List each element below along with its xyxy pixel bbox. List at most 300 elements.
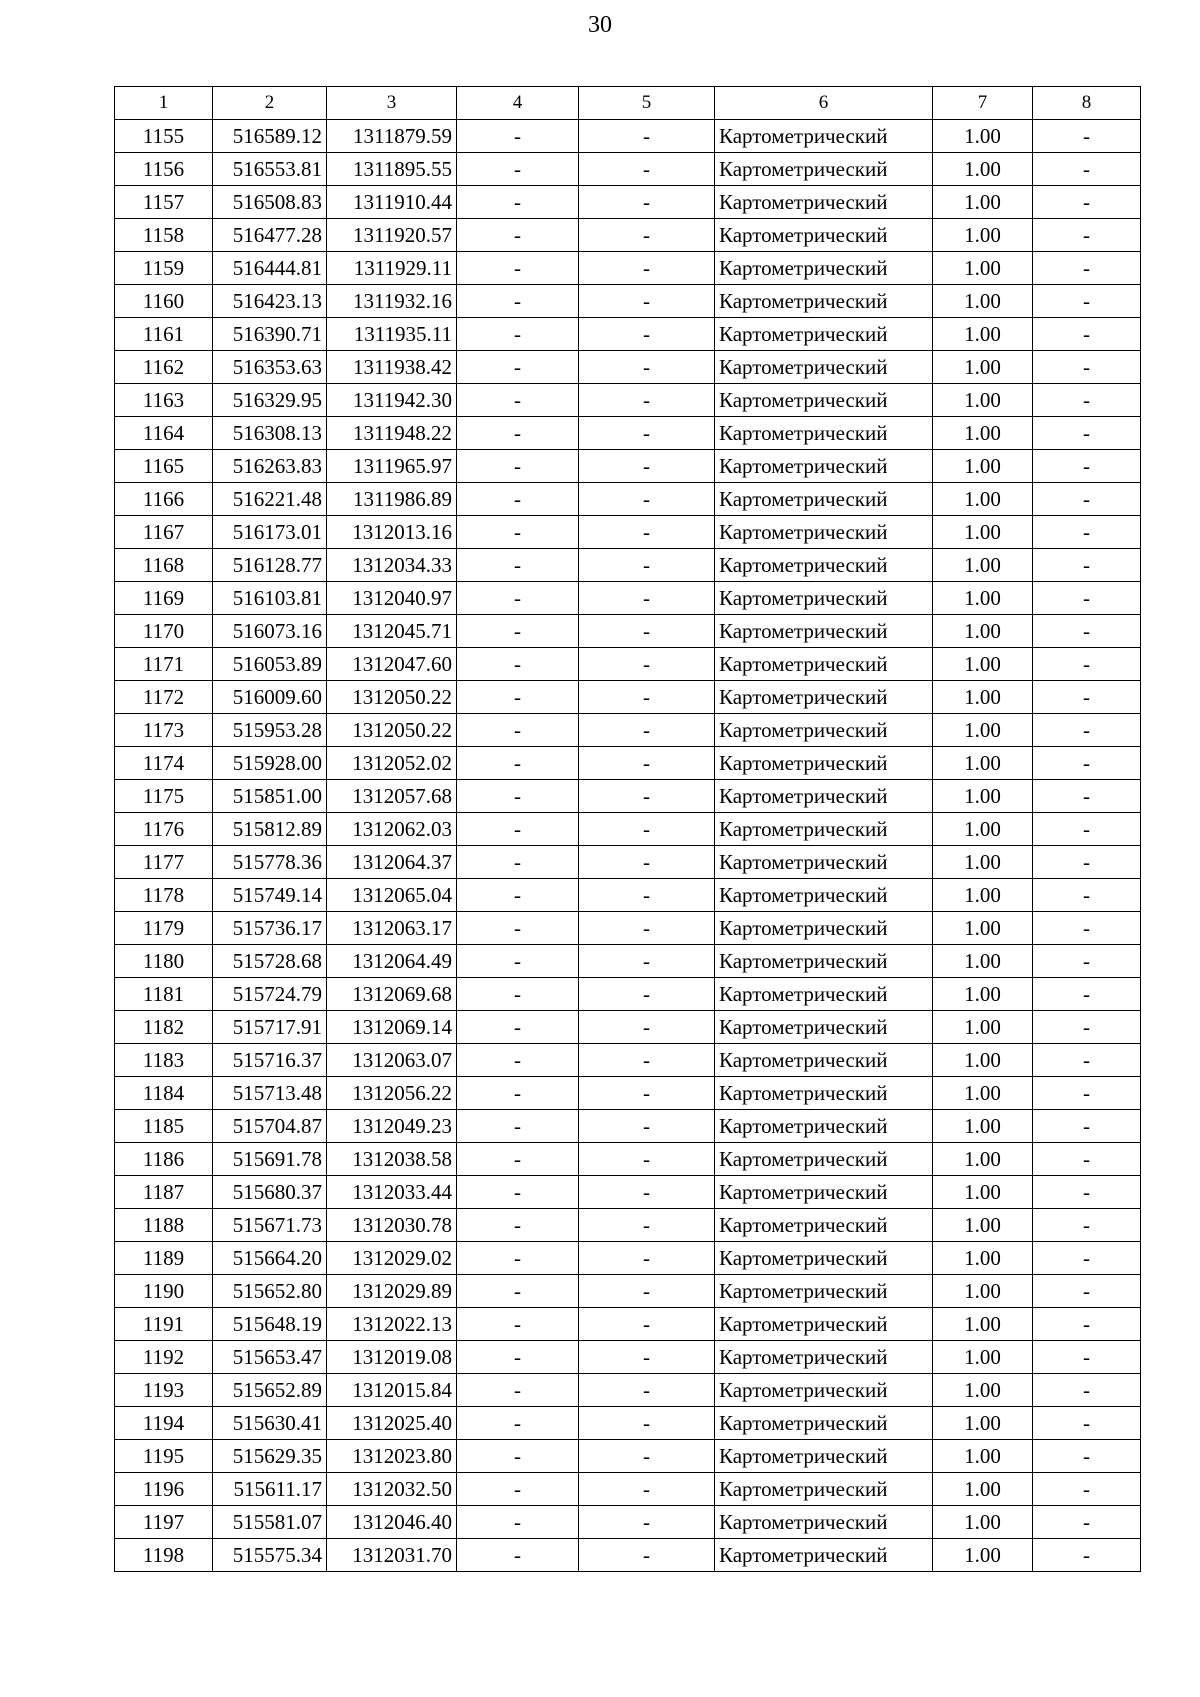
column-4-cell: - — [457, 1308, 579, 1341]
x-coordinate-cell: 515664.20 — [213, 1242, 327, 1275]
accuracy-cell: 1.00 — [933, 516, 1033, 549]
column-4-cell: - — [457, 648, 579, 681]
y-coordinate-cell: 1311932.16 — [327, 285, 457, 318]
accuracy-cell: 1.00 — [933, 351, 1033, 384]
column-header-5: 5 — [579, 87, 715, 120]
column-4-cell: - — [457, 252, 579, 285]
column-5-cell: - — [579, 747, 715, 780]
column-4-cell: - — [457, 1077, 579, 1110]
accuracy-cell: 1.00 — [933, 417, 1033, 450]
column-5-cell: - — [579, 516, 715, 549]
column-4-cell: - — [457, 945, 579, 978]
method-cell: Картометрический — [715, 1077, 933, 1110]
table-row — [115, 846, 1141, 879]
column-8-cell: - — [1033, 1440, 1141, 1473]
column-5-cell: - — [579, 780, 715, 813]
x-coordinate-cell: 516353.63 — [213, 351, 327, 384]
method-cell: Картометрический — [715, 318, 933, 351]
accuracy-cell: 1.00 — [933, 945, 1033, 978]
table-row — [115, 1275, 1141, 1308]
y-coordinate-cell: 1312022.13 — [327, 1308, 457, 1341]
table-row — [115, 615, 1141, 648]
method-cell: Картометрический — [715, 1308, 933, 1341]
y-coordinate-cell: 1311935.11 — [327, 318, 457, 351]
column-header-2: 2 — [213, 87, 327, 120]
x-coordinate-cell: 515851.00 — [213, 780, 327, 813]
accuracy-cell: 1.00 — [933, 1143, 1033, 1176]
column-4-cell: - — [457, 120, 579, 153]
method-cell: Картометрический — [715, 516, 933, 549]
y-coordinate-cell: 1312069.68 — [327, 978, 457, 1011]
table-row — [115, 1374, 1141, 1407]
column-5-cell: - — [579, 1242, 715, 1275]
point-number-cell: 1156 — [115, 153, 213, 186]
column-4-cell: - — [457, 780, 579, 813]
point-number-cell: 1187 — [115, 1176, 213, 1209]
y-coordinate-cell: 1312045.71 — [327, 615, 457, 648]
point-number-cell: 1195 — [115, 1440, 213, 1473]
column-4-cell: - — [457, 219, 579, 252]
x-coordinate-cell: 516128.77 — [213, 549, 327, 582]
column-8-cell: - — [1033, 846, 1141, 879]
table-row — [115, 1143, 1141, 1176]
accuracy-cell: 1.00 — [933, 1110, 1033, 1143]
x-coordinate-cell: 515716.37 — [213, 1044, 327, 1077]
point-number-cell: 1198 — [115, 1539, 213, 1572]
column-5-cell: - — [579, 681, 715, 714]
point-number-cell: 1163 — [115, 384, 213, 417]
column-4-cell: - — [457, 1473, 579, 1506]
x-coordinate-cell: 516423.13 — [213, 285, 327, 318]
y-coordinate-cell: 1312063.17 — [327, 912, 457, 945]
table-row — [115, 417, 1141, 450]
column-8-cell: - — [1033, 1275, 1141, 1308]
point-number-cell: 1177 — [115, 846, 213, 879]
accuracy-cell: 1.00 — [933, 615, 1033, 648]
column-5-cell: - — [579, 1176, 715, 1209]
page-number: 30 — [588, 12, 612, 38]
column-5-cell: - — [579, 252, 715, 285]
x-coordinate-cell: 515629.35 — [213, 1440, 327, 1473]
point-number-cell: 1180 — [115, 945, 213, 978]
point-number-cell: 1184 — [115, 1077, 213, 1110]
accuracy-cell: 1.00 — [933, 813, 1033, 846]
method-cell: Картометрический — [715, 615, 933, 648]
column-4-cell: - — [457, 1110, 579, 1143]
method-cell: Картометрический — [715, 813, 933, 846]
table-row — [115, 945, 1141, 978]
method-cell: Картометрический — [715, 912, 933, 945]
column-5-cell: - — [579, 879, 715, 912]
column-5-cell: - — [579, 1473, 715, 1506]
column-5-cell: - — [579, 648, 715, 681]
column-8-cell: - — [1033, 1242, 1141, 1275]
method-cell: Картометрический — [715, 1506, 933, 1539]
column-8-cell: - — [1033, 153, 1141, 186]
column-5-cell: - — [579, 813, 715, 846]
table-row — [115, 285, 1141, 318]
column-8-cell: - — [1033, 549, 1141, 582]
method-cell: Картометрический — [715, 1407, 933, 1440]
table-row — [115, 1011, 1141, 1044]
point-number-cell: 1175 — [115, 780, 213, 813]
column-8-cell: - — [1033, 1407, 1141, 1440]
point-number-cell: 1179 — [115, 912, 213, 945]
column-5-cell: - — [579, 945, 715, 978]
method-cell: Картометрический — [715, 582, 933, 615]
point-number-cell: 1158 — [115, 219, 213, 252]
accuracy-cell: 1.00 — [933, 648, 1033, 681]
column-8-cell: - — [1033, 1374, 1141, 1407]
x-coordinate-cell: 515749.14 — [213, 879, 327, 912]
point-number-cell: 1188 — [115, 1209, 213, 1242]
column-5-cell: - — [579, 1440, 715, 1473]
point-number-cell: 1189 — [115, 1242, 213, 1275]
column-4-cell: - — [457, 1176, 579, 1209]
y-coordinate-cell: 1311942.30 — [327, 384, 457, 417]
accuracy-cell: 1.00 — [933, 384, 1033, 417]
accuracy-cell: 1.00 — [933, 1308, 1033, 1341]
method-cell: Картометрический — [715, 945, 933, 978]
column-5-cell: - — [579, 1374, 715, 1407]
column-4-cell: - — [457, 1341, 579, 1374]
column-8-cell: - — [1033, 1308, 1141, 1341]
x-coordinate-cell: 515648.19 — [213, 1308, 327, 1341]
table-row — [115, 186, 1141, 219]
table-row — [115, 912, 1141, 945]
column-5-cell: - — [579, 714, 715, 747]
column-4-cell: - — [457, 879, 579, 912]
x-coordinate-cell: 516263.83 — [213, 450, 327, 483]
accuracy-cell: 1.00 — [933, 714, 1033, 747]
accuracy-cell: 1.00 — [933, 252, 1033, 285]
accuracy-cell: 1.00 — [933, 285, 1033, 318]
table-row — [115, 648, 1141, 681]
x-coordinate-cell: 515928.00 — [213, 747, 327, 780]
column-4-cell: - — [457, 714, 579, 747]
x-coordinate-cell: 515778.36 — [213, 846, 327, 879]
column-8-cell: - — [1033, 1539, 1141, 1572]
method-cell: Картометрический — [715, 384, 933, 417]
point-number-cell: 1194 — [115, 1407, 213, 1440]
point-number-cell: 1186 — [115, 1143, 213, 1176]
column-5-cell: - — [579, 483, 715, 516]
y-coordinate-cell: 1311895.55 — [327, 153, 457, 186]
x-coordinate-cell: 515691.78 — [213, 1143, 327, 1176]
column-8-cell: - — [1033, 186, 1141, 219]
y-coordinate-cell: 1312046.40 — [327, 1506, 457, 1539]
point-number-cell: 1157 — [115, 186, 213, 219]
column-4-cell: - — [457, 582, 579, 615]
table-row — [115, 1407, 1141, 1440]
column-4-cell: - — [457, 1506, 579, 1539]
y-coordinate-cell: 1312064.37 — [327, 846, 457, 879]
method-cell: Картометрический — [715, 252, 933, 285]
column-4-cell: - — [457, 615, 579, 648]
column-8-cell: - — [1033, 351, 1141, 384]
method-cell: Картометрический — [715, 1044, 933, 1077]
y-coordinate-cell: 1312025.40 — [327, 1407, 457, 1440]
point-number-cell: 1170 — [115, 615, 213, 648]
column-4-cell: - — [457, 1407, 579, 1440]
x-coordinate-cell: 516444.81 — [213, 252, 327, 285]
table-row — [115, 582, 1141, 615]
method-cell: Картометрический — [715, 1341, 933, 1374]
column-8-cell: - — [1033, 879, 1141, 912]
accuracy-cell: 1.00 — [933, 780, 1033, 813]
table-row — [115, 879, 1141, 912]
column-4-cell: - — [457, 813, 579, 846]
column-4-cell: - — [457, 450, 579, 483]
column-8-cell: - — [1033, 714, 1141, 747]
column-5-cell: - — [579, 219, 715, 252]
y-coordinate-cell: 1312019.08 — [327, 1341, 457, 1374]
y-coordinate-cell: 1312069.14 — [327, 1011, 457, 1044]
column-5-cell: - — [579, 549, 715, 582]
accuracy-cell: 1.00 — [933, 1077, 1033, 1110]
point-number-cell: 1165 — [115, 450, 213, 483]
column-4-cell: - — [457, 153, 579, 186]
x-coordinate-cell: 516329.95 — [213, 384, 327, 417]
point-number-cell: 1166 — [115, 483, 213, 516]
y-coordinate-cell: 1311965.97 — [327, 450, 457, 483]
y-coordinate-cell: 1312033.44 — [327, 1176, 457, 1209]
point-number-cell: 1176 — [115, 813, 213, 846]
table-header-row — [115, 87, 1141, 120]
y-coordinate-cell: 1312015.84 — [327, 1374, 457, 1407]
accuracy-cell: 1.00 — [933, 549, 1033, 582]
method-cell: Картометрический — [715, 780, 933, 813]
accuracy-cell: 1.00 — [933, 318, 1033, 351]
column-5-cell: - — [579, 1143, 715, 1176]
column-8-cell: - — [1033, 1506, 1141, 1539]
accuracy-cell: 1.00 — [933, 219, 1033, 252]
column-8-cell: - — [1033, 318, 1141, 351]
column-4-cell: - — [457, 978, 579, 1011]
accuracy-cell: 1.00 — [933, 681, 1033, 714]
point-number-cell: 1185 — [115, 1110, 213, 1143]
accuracy-cell: 1.00 — [933, 1407, 1033, 1440]
column-8-cell: - — [1033, 1209, 1141, 1242]
point-number-cell: 1159 — [115, 252, 213, 285]
method-cell: Картометрический — [715, 1473, 933, 1506]
accuracy-cell: 1.00 — [933, 1440, 1033, 1473]
point-number-cell: 1178 — [115, 879, 213, 912]
x-coordinate-cell: 515724.79 — [213, 978, 327, 1011]
y-coordinate-cell: 1312038.58 — [327, 1143, 457, 1176]
column-4-cell: - — [457, 846, 579, 879]
column-5-cell: - — [579, 978, 715, 1011]
column-8-cell: - — [1033, 945, 1141, 978]
accuracy-cell: 1.00 — [933, 978, 1033, 1011]
table-row — [115, 681, 1141, 714]
column-4-cell: - — [457, 417, 579, 450]
table-row — [115, 714, 1141, 747]
table-row — [115, 120, 1141, 153]
table-row — [115, 549, 1141, 582]
y-coordinate-cell: 1311938.42 — [327, 351, 457, 384]
method-cell: Картометрический — [715, 1143, 933, 1176]
table-row — [115, 780, 1141, 813]
point-number-cell: 1182 — [115, 1011, 213, 1044]
accuracy-cell: 1.00 — [933, 483, 1033, 516]
y-coordinate-cell: 1312031.70 — [327, 1539, 457, 1572]
column-8-cell: - — [1033, 1011, 1141, 1044]
point-number-cell: 1196 — [115, 1473, 213, 1506]
method-cell: Картометрический — [715, 1176, 933, 1209]
table-row — [115, 1506, 1141, 1539]
y-coordinate-cell: 1311920.57 — [327, 219, 457, 252]
table-row — [115, 318, 1141, 351]
column-5-cell: - — [579, 120, 715, 153]
column-8-cell: - — [1033, 912, 1141, 945]
table-row — [115, 1110, 1141, 1143]
x-coordinate-cell: 515713.48 — [213, 1077, 327, 1110]
point-number-cell: 1160 — [115, 285, 213, 318]
table-row — [115, 1539, 1141, 1572]
column-8-cell: - — [1033, 450, 1141, 483]
column-4-cell: - — [457, 912, 579, 945]
x-coordinate-cell: 516073.16 — [213, 615, 327, 648]
method-cell: Картометрический — [715, 549, 933, 582]
column-8-cell: - — [1033, 780, 1141, 813]
column-4-cell: - — [457, 186, 579, 219]
column-8-cell: - — [1033, 516, 1141, 549]
column-4-cell: - — [457, 483, 579, 516]
column-5-cell: - — [579, 351, 715, 384]
method-cell: Картометрический — [715, 1275, 933, 1308]
accuracy-cell: 1.00 — [933, 1011, 1033, 1044]
column-8-cell: - — [1033, 1110, 1141, 1143]
column-8-cell: - — [1033, 1143, 1141, 1176]
column-8-cell: - — [1033, 417, 1141, 450]
method-cell: Картометрический — [715, 846, 933, 879]
column-5-cell: - — [579, 846, 715, 879]
method-cell: Картометрический — [715, 648, 933, 681]
x-coordinate-cell: 515680.37 — [213, 1176, 327, 1209]
x-coordinate-cell: 516308.13 — [213, 417, 327, 450]
column-5-cell: - — [579, 1341, 715, 1374]
y-coordinate-cell: 1311948.22 — [327, 417, 457, 450]
method-cell: Картометрический — [715, 1110, 933, 1143]
column-4-cell: - — [457, 1209, 579, 1242]
table-row — [115, 1473, 1141, 1506]
table-row — [115, 1440, 1141, 1473]
column-5-cell: - — [579, 1407, 715, 1440]
x-coordinate-cell: 516221.48 — [213, 483, 327, 516]
point-number-cell: 1169 — [115, 582, 213, 615]
column-4-cell: - — [457, 516, 579, 549]
column-4-cell: - — [457, 1539, 579, 1572]
column-8-cell: - — [1033, 978, 1141, 1011]
column-5-cell: - — [579, 582, 715, 615]
method-cell: Картометрический — [715, 747, 933, 780]
column-5-cell: - — [579, 1044, 715, 1077]
column-5-cell: - — [579, 1011, 715, 1044]
column-5-cell: - — [579, 1506, 715, 1539]
x-coordinate-cell: 515728.68 — [213, 945, 327, 978]
column-8-cell: - — [1033, 813, 1141, 846]
accuracy-cell: 1.00 — [933, 747, 1033, 780]
column-5-cell: - — [579, 1308, 715, 1341]
point-number-cell: 1174 — [115, 747, 213, 780]
column-4-cell: - — [457, 1440, 579, 1473]
y-coordinate-cell: 1311879.59 — [327, 120, 457, 153]
point-number-cell: 1190 — [115, 1275, 213, 1308]
point-number-cell: 1183 — [115, 1044, 213, 1077]
column-5-cell: - — [579, 384, 715, 417]
accuracy-cell: 1.00 — [933, 1044, 1033, 1077]
accuracy-cell: 1.00 — [933, 153, 1033, 186]
coordinates-table — [114, 86, 1141, 1572]
method-cell: Картометрический — [715, 450, 933, 483]
accuracy-cell: 1.00 — [933, 1242, 1033, 1275]
y-coordinate-cell: 1312030.78 — [327, 1209, 457, 1242]
accuracy-cell: 1.00 — [933, 1506, 1033, 1539]
x-coordinate-cell: 515581.07 — [213, 1506, 327, 1539]
column-4-cell: - — [457, 285, 579, 318]
column-5-cell: - — [579, 1275, 715, 1308]
point-number-cell: 1161 — [115, 318, 213, 351]
y-coordinate-cell: 1311910.44 — [327, 186, 457, 219]
column-4-cell: - — [457, 549, 579, 582]
table-row — [115, 516, 1141, 549]
x-coordinate-cell: 516477.28 — [213, 219, 327, 252]
column-8-cell: - — [1033, 582, 1141, 615]
table-row — [115, 1308, 1141, 1341]
point-number-cell: 1168 — [115, 549, 213, 582]
table-row — [115, 384, 1141, 417]
method-cell: Картометрический — [715, 978, 933, 1011]
y-coordinate-cell: 1312064.49 — [327, 945, 457, 978]
column-8-cell: - — [1033, 615, 1141, 648]
method-cell: Картометрический — [715, 153, 933, 186]
column-5-cell: - — [579, 450, 715, 483]
column-4-cell: - — [457, 1044, 579, 1077]
method-cell: Картометрический — [715, 351, 933, 384]
x-coordinate-cell: 516053.89 — [213, 648, 327, 681]
y-coordinate-cell: 1312029.02 — [327, 1242, 457, 1275]
column-header-4: 4 — [457, 87, 579, 120]
point-number-cell: 1197 — [115, 1506, 213, 1539]
table-row — [115, 813, 1141, 846]
x-coordinate-cell: 516009.60 — [213, 681, 327, 714]
column-4-cell: - — [457, 1011, 579, 1044]
column-8-cell: - — [1033, 1473, 1141, 1506]
column-8-cell: - — [1033, 483, 1141, 516]
point-number-cell: 1192 — [115, 1341, 213, 1374]
column-5-cell: - — [579, 186, 715, 219]
y-coordinate-cell: 1312034.33 — [327, 549, 457, 582]
accuracy-cell: 1.00 — [933, 1539, 1033, 1572]
y-coordinate-cell: 1312050.22 — [327, 681, 457, 714]
column-5-cell: - — [579, 1110, 715, 1143]
y-coordinate-cell: 1312050.22 — [327, 714, 457, 747]
column-4-cell: - — [457, 1374, 579, 1407]
method-cell: Картометрический — [715, 417, 933, 450]
method-cell: Картометрический — [715, 219, 933, 252]
y-coordinate-cell: 1312056.22 — [327, 1077, 457, 1110]
method-cell: Картометрический — [715, 1242, 933, 1275]
x-coordinate-cell: 516508.83 — [213, 186, 327, 219]
column-header-7: 7 — [933, 87, 1033, 120]
column-5-cell: - — [579, 153, 715, 186]
x-coordinate-cell: 516173.01 — [213, 516, 327, 549]
method-cell: Картометрический — [715, 1011, 933, 1044]
column-8-cell: - — [1033, 747, 1141, 780]
method-cell: Картометрический — [715, 1539, 933, 1572]
x-coordinate-cell: 516553.81 — [213, 153, 327, 186]
